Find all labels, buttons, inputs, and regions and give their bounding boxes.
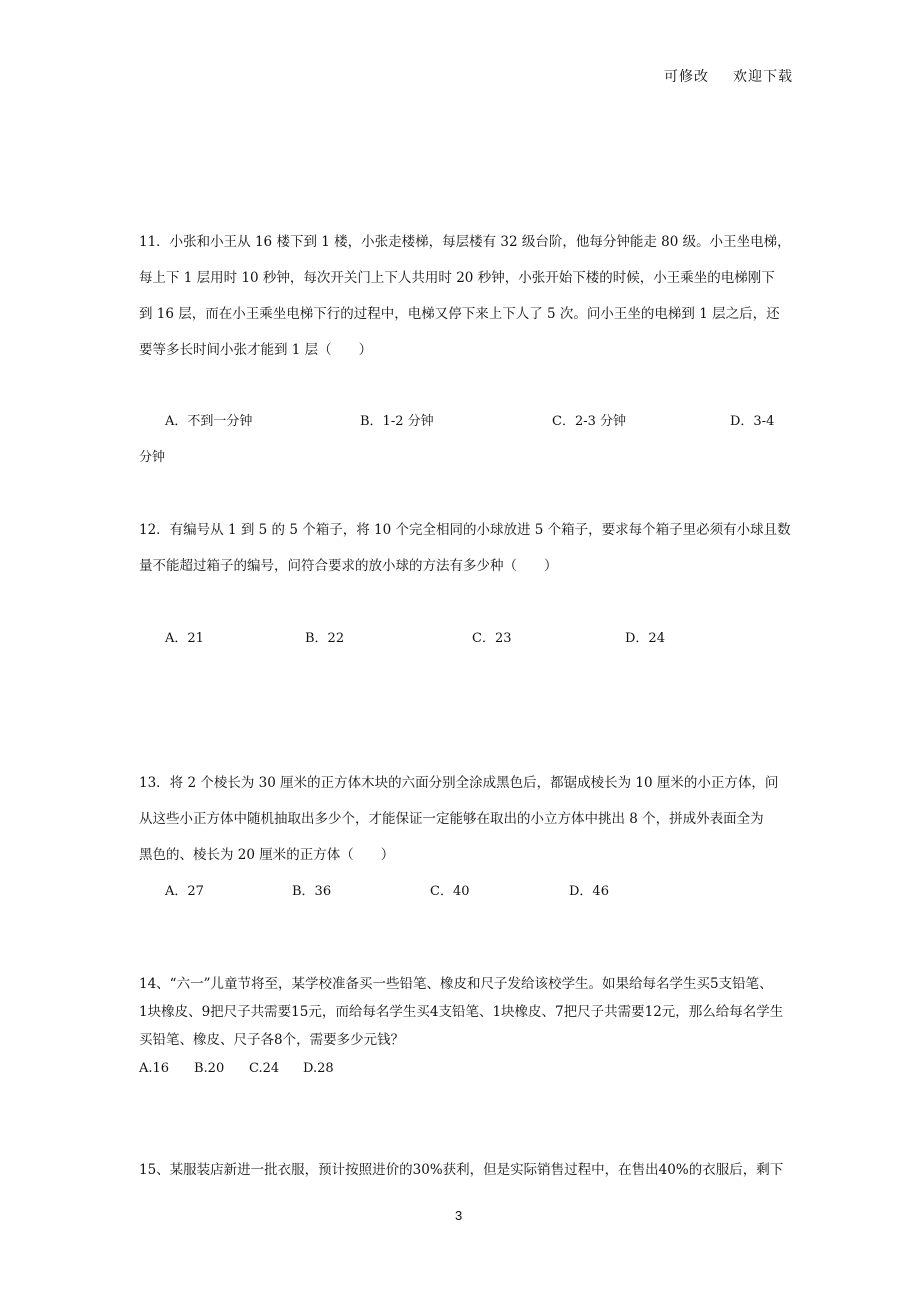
q14-line-1: 14、“六一”儿童节将至，某学校准备买一些铅笔、橡皮和尺子发给该校学生。如果给每名学生买5支铅笔、 (139, 976, 773, 992)
q11-option-d: D．3-4 (730, 414, 775, 429)
q13-line-3: 黑色的、棱长为 20 厘米的正方体（ ） (139, 847, 395, 863)
page-header (664, 66, 793, 86)
q13-option-d: D．46 (569, 884, 609, 899)
q12-option-d: D．24 (625, 631, 665, 646)
q11-line-3: 到 16 层，而在小王乘坐电梯下行的过程中，电梯又停下来上下人了 5 次。问小王坐的电梯到 1 层之后，还 (139, 306, 780, 322)
q11-option-a: A．不到一分钟 (165, 414, 253, 429)
q11-line-4: 要等多长时间小张才能到 1 层（ ） (139, 342, 373, 358)
q13-option-a: A．27 (165, 884, 204, 899)
header-editable-label: 可修改 (664, 69, 709, 85)
header-download-label: 欢迎下载 (733, 69, 793, 85)
q13-line-1: 13．将 2 个棱长为 30 厘米的正方体木块的六面分别全涂成黑色后，都锯成棱长为 10 厘米的小正方体，问 (139, 775, 779, 791)
page-number: 3 (455, 1208, 463, 1223)
q13-line-2: 从这些小正方体中随机抽取出多少个，才能保证一定能够在取出的小立方体中挑出 8 个，拼成外表面全为 (139, 811, 764, 827)
q11-option-b: B．1-2 分钟 (360, 414, 434, 429)
q14-option-b: B.20 (194, 1061, 225, 1076)
q11-option-d-wrap: 分钟 (139, 450, 166, 465)
q14-option-c: C.24 (249, 1061, 280, 1076)
q11-line-2: 每上下 1 层用时 10 秒钟，每次开关门上下人共用时 20 秒钟，小张开始下楼的时候，小王乘坐的电梯刚下 (139, 270, 775, 286)
q13-option-b: B．36 (292, 884, 332, 899)
q12-line-1: 12．有编号从 1 到 5 的 5 个箱子，将 10 个完全相同的小球放进 5 个箱子，要求每个箱子里必须有小球且数 (139, 522, 791, 538)
q14-option-d: D.28 (303, 1061, 334, 1076)
q12-line-2: 量不能超过箱子的编号，问符合要求的放小球的方法有多少种（ ） (139, 558, 558, 574)
q12-option-b: B．22 (305, 631, 345, 646)
q12-option-a: A．21 (165, 631, 204, 646)
q11-line-1: 11．小张和小王从 16 楼下到 1 楼，小张走楼梯，每层楼有 32 级台阶，他每分钟能走 80 级。小王坐电梯， (139, 234, 791, 250)
q13-option-c: C．40 (430, 884, 470, 899)
q14-line-3: 买铅笔、橡皮、尺子各8个，需要多少元钱？ (139, 1032, 405, 1048)
q15-line-1: 15、某服装店新进一批衣服，预计按照进价的30%获利，但是实际销售过程中，在售出40%的衣服后，剩下 (139, 1162, 784, 1178)
q14-line-2: 1块橡皮、9把尺子共需要15元，而给每名学生买4支铅笔、1块橡皮、7把尺子共需要12元，那么给每名学生 (139, 1004, 784, 1020)
q14-option-a: A.16 (139, 1061, 170, 1076)
q11-option-c: C．2-3 分钟 (552, 414, 627, 429)
q12-option-c: C．23 (472, 631, 512, 646)
